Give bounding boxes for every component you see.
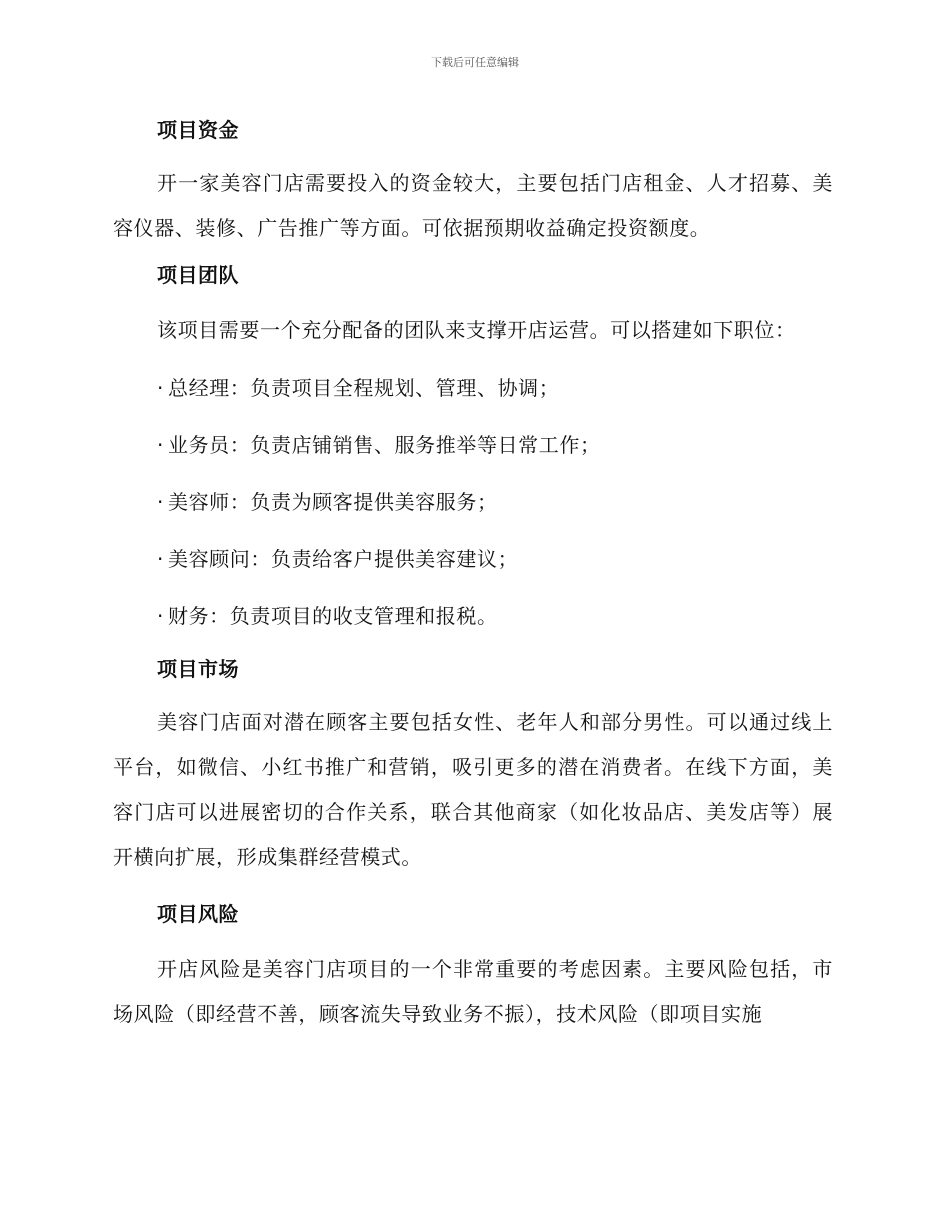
list-item	[157, 480, 833, 525]
list-item	[157, 366, 833, 411]
bullet-icon: ·	[157, 547, 164, 571]
section-paragraph: 该项目需要一个充分配备的团队来支撑开店运营。可以搭建如下职位：	[157, 318, 796, 342]
section-heading: 项目资金	[157, 118, 239, 142]
list-item-text: 美容顾问：负责给客户提供美容建议；	[167, 547, 519, 571]
list-item-text: 总经理：负责项目全程规划、管理、协调；	[167, 376, 560, 400]
list-item-text: 美容师：负责为顾客提供美容服务；	[167, 490, 498, 514]
section-heading: 项目团队	[157, 263, 239, 287]
section-market	[113, 651, 833, 880]
list-item	[157, 423, 833, 468]
list-item	[157, 594, 833, 639]
section-heading: 项目风险	[157, 902, 239, 926]
role-list	[113, 366, 833, 639]
bullet-icon: ·	[157, 490, 164, 514]
section-paragraph: 开一家美容门店需要投入的资金较大，主要包括门店租金、人才招募、美容仪器、装修、广告推广等方面。可依据预期收益确定投资额度。	[113, 171, 833, 240]
list-item-text: 财务：负责项目的收支管理和报税。	[167, 604, 498, 628]
document-body	[113, 112, 833, 1037]
bullet-icon: ·	[157, 433, 164, 457]
section-paragraph: 美容门店面对潜在顾客主要包括女性、老年人和部分男性。可以通过线上平台，如微信、小红书推广和营销，吸引更多的潜在消费者。在线下方面，美容门店可以进展密切的合作关系，联合其他商家（如化妆品店、美发店等）展开横向扩展，形成集群经营模式。	[113, 710, 833, 869]
list-item	[157, 537, 833, 582]
bullet-icon: ·	[157, 376, 164, 400]
section-risk	[113, 896, 833, 1037]
bullet-icon: ·	[157, 604, 164, 628]
section-team	[113, 257, 833, 639]
list-item-text: 业务员：负责店铺销售、服务推举等日常工作；	[167, 433, 601, 457]
section-heading: 项目市场	[157, 657, 239, 681]
section-paragraph: 开店风险是美容门店项目的一个非常重要的考虑因素。主要风险包括，市场风险（即经营不善，顾客流失导致业务不振），技术风险（即项目实施	[113, 957, 833, 1026]
page-header: 下载后可任意编辑	[431, 56, 519, 69]
section-funding	[113, 112, 833, 251]
